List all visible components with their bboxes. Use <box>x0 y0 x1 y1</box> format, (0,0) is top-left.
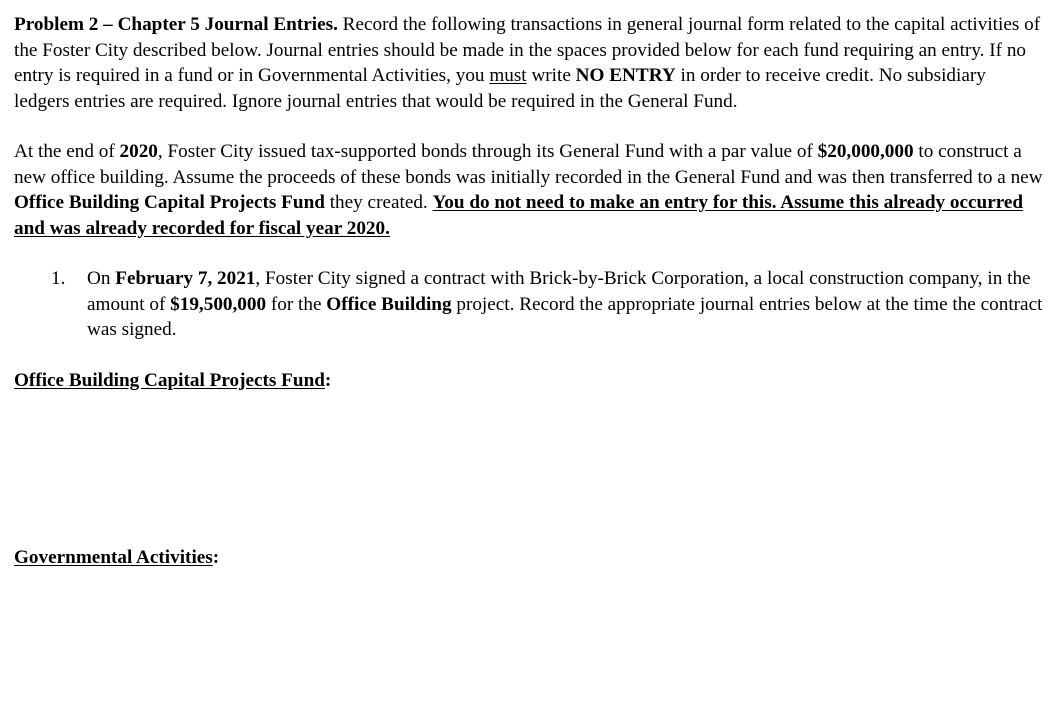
no-entry-emphasis: NO ENTRY <box>575 65 676 86</box>
item-text-1: On <box>87 268 116 289</box>
item-number: 1. <box>51 268 66 289</box>
background-text-1: At the end of <box>14 141 120 162</box>
instructions-text-2: write <box>526 65 576 86</box>
transaction-list-item <box>14 266 1044 343</box>
instructions-text-3: in order to receive credit. No subsidiary ledgers entries are required. Ignore journal entries that would be required in the General Fund. <box>14 65 986 112</box>
heading-colon: : <box>212 547 220 568</box>
heading-colon: : <box>324 369 332 391</box>
contract-amount: $19,500,000 <box>170 293 267 315</box>
contract-date: February 7, 2021 <box>115 268 256 289</box>
problem-title: Problem 2 – Chapter 5 Journal Entries. <box>14 14 338 35</box>
background-text-4: they created. <box>324 192 433 213</box>
item-text-4: project. Record the appropriate journal entries below at the time the contract was signed. <box>87 293 1043 340</box>
problem-instructions <box>14 12 1044 114</box>
background-text-2: , Foster City issued tax-supported bonds through its General Fund with a par value of <box>157 141 818 162</box>
document-page <box>14 12 1044 723</box>
background-paragraph <box>14 139 1044 241</box>
fund-name: Office Building Capital Projects Fund <box>14 192 325 213</box>
background-text-3: to construct a new office building. Assume the proceeds of these bonds was initially recorded in the General Fund and was then transferred to a new <box>14 141 1043 188</box>
no-entry-needed-note: You do not need to make an entry for this. Assume this already occurred and was already recorded for fiscal year 2020. <box>14 192 1024 239</box>
transaction-description <box>87 266 1044 343</box>
bond-year: 2020 <box>119 141 158 162</box>
item-text-3: for the <box>266 293 327 315</box>
governmental-activities-heading <box>14 545 1044 571</box>
project-name: Office Building <box>326 293 452 315</box>
capital-projects-answer-space[interactable] <box>14 393 1044 545</box>
bond-par-value: $20,000,000 <box>817 141 914 162</box>
governmental-activities-label: Governmental Activities <box>14 547 213 568</box>
capital-projects-fund-heading <box>14 368 1044 394</box>
item-text-2: , Foster City signed a contract with Brick-by-Brick Corporation, a local construction company, in the amount of <box>87 268 1031 315</box>
capital-projects-fund-label: Office Building Capital Projects Fund <box>14 369 325 391</box>
must-emphasis: must <box>489 65 527 86</box>
instructions-text-1: Record the following transactions in general journal form related to the capital activities of the Foster City described below. Journal entries should be made in the spaces provided below for each fund requiring an entry. If no entry is required in a fund or in Governmental Activities, you <box>14 14 1041 86</box>
governmental-activities-answer-space[interactable] <box>14 571 1044 723</box>
